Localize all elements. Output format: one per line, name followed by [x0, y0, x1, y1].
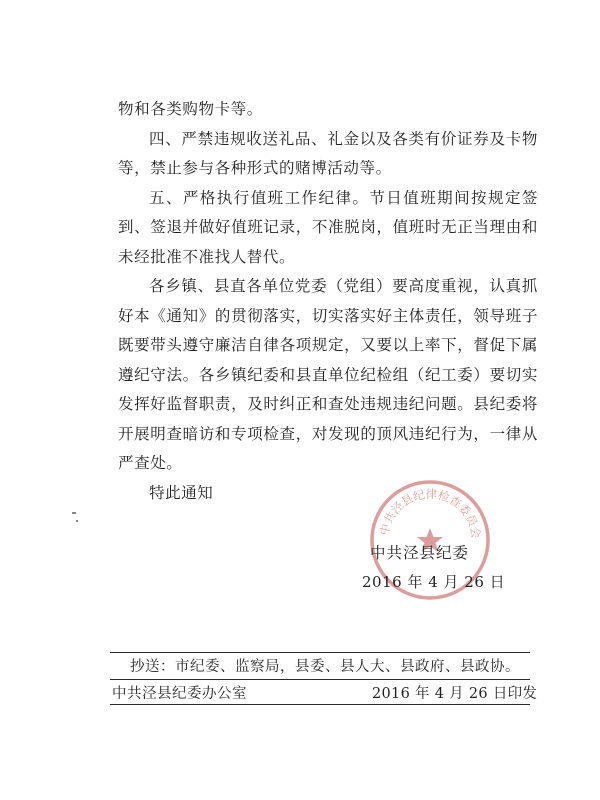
signature-organization: 中共泾县纪委 [370, 544, 470, 562]
seal-arc-text: 中共泾县纪律检查委员会 [377, 486, 484, 540]
footer-rule-top [110, 652, 530, 653]
footer-rule-bottom [110, 704, 530, 705]
scan-speck [72, 512, 76, 514]
issuing-office: 中共泾县纪委办公室 [112, 686, 247, 702]
print-date: 2016 年 4 月 26 日印发 [372, 686, 538, 702]
cc-distribution-line: 抄送：市纪委、监察局，县委、县人大、县政府、县政协。 [130, 659, 520, 675]
paragraph-item-five: 五、严格执行值班工作纪律。节日值班期间按规定签到、签退并做好值班记录，不准脱岗，值班时无正当理由和未经批准不准找人替代。 [118, 188, 538, 266]
footer-rule-middle [110, 679, 530, 680]
scan-speck [76, 520, 78, 522]
paragraph-closing: 特此通知 [149, 483, 214, 502]
paragraph-item-four: 四、严禁违规收送礼品、礼金以及各类有价证券及卡物等，禁止参与各种形式的赌博活动等。 [118, 129, 538, 177]
document-body [118, 95, 538, 508]
paragraph-requirements: 各乡镇、县直各单位党委（党组）要高度重视，认真抓好本《通知》的贯彻落实，切实落实好主体责任，领导班子既要带头遵守廉洁自律各项规定，又要以上率下，督促下属遵纪守法。各乡镇纪委和县直单位纪检组（纪工委）要切实发挥好监督职责，及时纠正和查处违规违纪问题。县纪委将开展明查暗访和专项检查，对发现的顶风违纪行为，一律从严查处。 [118, 277, 538, 472]
signature-date: 2016 年 4 月 26 日 [362, 573, 506, 591]
paragraph-continuation: 物和各类购物卡等。 [118, 100, 263, 118]
